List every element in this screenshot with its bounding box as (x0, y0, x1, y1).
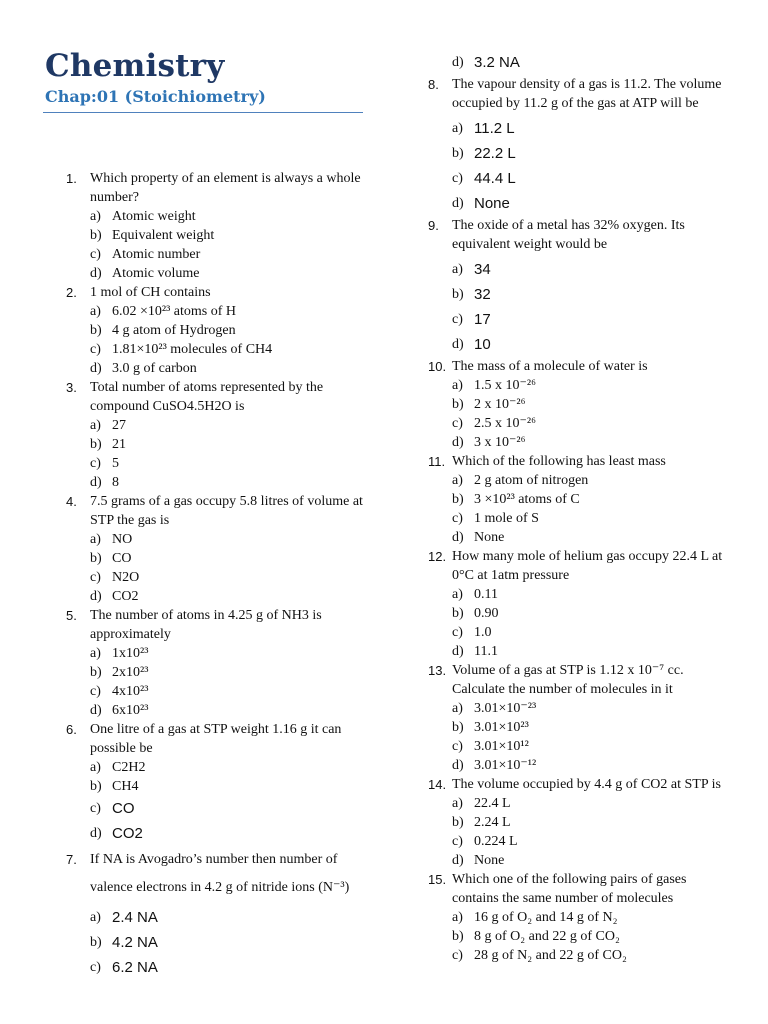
question-text: Which of the following has least mass (452, 454, 666, 469)
question-number: 15. (428, 872, 447, 887)
option-text: 17 (474, 311, 491, 328)
option-a (66, 644, 366, 663)
option-d (66, 701, 366, 720)
option-a (428, 908, 728, 927)
option-label: b) (452, 606, 464, 621)
option-a (66, 207, 366, 226)
question-15 (428, 870, 728, 965)
option-text: 3.01×10¹² (474, 739, 529, 754)
question-4 (66, 492, 366, 606)
option-b (428, 927, 728, 946)
question-number: 12. (428, 549, 447, 564)
option-c (428, 737, 728, 756)
option-d (66, 473, 366, 492)
question-12 (428, 547, 728, 661)
option-a (66, 416, 366, 435)
option-text: 4x10²³ (112, 684, 149, 699)
option-c (66, 682, 366, 701)
option-c (428, 623, 728, 642)
option-c (428, 307, 728, 332)
option-label: a) (452, 587, 463, 602)
option-label: d) (452, 644, 464, 659)
option-label: d) (452, 758, 464, 773)
option-label: b) (90, 551, 102, 566)
option-text: 0.90 (474, 606, 499, 621)
option-label: c) (452, 948, 463, 963)
title-divider (43, 112, 363, 113)
option-text: None (474, 195, 510, 212)
option-text: 3.01×10⁻¹² (474, 758, 537, 773)
option-text: 5 (112, 456, 119, 471)
question-text: The vapour density of a gas is 11.2. The volume occupied by 11.2 g of the gas at ATP will be (452, 77, 722, 111)
option-c (428, 832, 728, 851)
question-number: 7. (66, 852, 77, 867)
question-number: 11. (428, 454, 446, 469)
option-label: c) (90, 456, 101, 471)
option-text: 44.4 L (474, 170, 516, 187)
option-label: d) (452, 337, 464, 352)
option-label: d) (452, 55, 464, 70)
option-label: d) (90, 589, 102, 604)
question-number: 4. (66, 494, 77, 509)
question-14 (428, 775, 728, 870)
option-label: b) (90, 228, 102, 243)
option-d (66, 359, 366, 378)
option-text: 21 (112, 437, 126, 452)
option-c (66, 340, 366, 359)
question-text: If NA is Avogadro’s number then number of valence electrons in 4.2 g of nitride ions (N⁻³) (90, 852, 350, 895)
option-text: 8 (112, 475, 119, 490)
option-label: a) (452, 701, 463, 716)
question-number: 2. (66, 285, 77, 300)
option-d (428, 756, 728, 775)
option-d (428, 851, 728, 870)
question-text: Which property of an element is always a whole number? (90, 171, 361, 205)
option-text: Atomic volume (112, 266, 200, 281)
option-text: 0.224 L (474, 834, 518, 849)
option-label: a) (90, 418, 101, 433)
option-text: None (474, 853, 505, 868)
option-a (428, 471, 728, 490)
option-label: d) (452, 530, 464, 545)
option-label: b) (90, 779, 102, 794)
question-text: The volume occupied by 4.4 g of CO2 at STP is (452, 777, 721, 792)
option-text: CO (112, 551, 132, 566)
option-text: 3.2 NA (474, 54, 520, 71)
option-text: NO (112, 532, 133, 547)
page-title: Chemistry (45, 48, 225, 84)
option-a (428, 585, 728, 604)
option-c (66, 796, 366, 821)
option-b (428, 490, 728, 509)
option-label: b) (90, 323, 102, 338)
question-number: 5. (66, 608, 77, 623)
option-text: 2 g atom of nitrogen (474, 473, 589, 488)
option-text: 34 (474, 261, 491, 278)
question-number: 6. (66, 722, 77, 737)
option-text: 6.02 ×10²³ atoms of H (112, 304, 237, 319)
option-text: 32 (474, 286, 491, 303)
question-5 (66, 606, 366, 720)
option-text: CO2 (112, 589, 139, 604)
option-a (428, 794, 728, 813)
option-a (66, 302, 366, 321)
option-a (66, 758, 366, 777)
option-a (428, 257, 728, 282)
option-b (66, 321, 366, 340)
option-a (428, 116, 728, 141)
question-text: The mass of a molecule of water is (452, 359, 648, 374)
option-c (428, 166, 728, 191)
option-c (428, 509, 728, 528)
option-b (66, 663, 366, 682)
option-label: b) (452, 929, 464, 944)
option-text: 0.11 (474, 587, 498, 602)
option-text: 6x10²³ (112, 703, 149, 718)
option-label: b) (452, 492, 464, 507)
option-text: 28 g of N₂ and 22 g of CO₂ (474, 948, 627, 963)
option-text: 2x10²³ (112, 665, 149, 680)
chapter-subtitle: Chap:01 (Stoichiometry) (45, 87, 266, 106)
option-label: a) (90, 760, 101, 775)
option-label: b) (452, 815, 464, 830)
option-text: 3.01×10⁻²³ (474, 701, 537, 716)
option-label: c) (452, 834, 463, 849)
option-a (66, 530, 366, 549)
option-text: 2.4 NA (112, 909, 158, 926)
option-text: Atomic number (112, 247, 201, 262)
question-text: Volume of a gas at STP is 1.12 x 10⁻⁷ cc. Calculate the number of molecules in it (452, 663, 684, 697)
option-label: a) (452, 796, 463, 811)
option-a (428, 699, 728, 718)
option-label: a) (90, 646, 101, 661)
option-b (428, 141, 728, 166)
option-label: a) (452, 473, 463, 488)
option-text: Equivalent weight (112, 228, 215, 243)
option-label: c) (452, 416, 463, 431)
question-9 (428, 216, 728, 357)
option-b (66, 777, 366, 796)
option-label: a) (452, 262, 463, 277)
option-text: CO2 (112, 825, 143, 842)
option-label: d) (90, 361, 102, 376)
option-text: 27 (112, 418, 126, 433)
option-d (428, 528, 728, 547)
option-label: b) (90, 437, 102, 452)
option-d (428, 50, 728, 75)
option-label: d) (452, 196, 464, 211)
option-text: 6.2 NA (112, 959, 158, 976)
option-text: C2H2 (112, 760, 146, 775)
option-label: c) (452, 171, 463, 186)
question-11 (428, 452, 728, 547)
option-label: a) (90, 209, 101, 224)
option-d (428, 332, 728, 357)
option-label: d) (90, 826, 102, 841)
option-text: 4 g atom of Hydrogen (112, 323, 236, 338)
option-b (66, 435, 366, 454)
option-label: a) (452, 910, 463, 925)
question-text: One litre of a gas at STP weight 1.16 g it can possible be (90, 722, 342, 756)
option-label: c) (90, 684, 101, 699)
question-7 (66, 846, 366, 980)
option-text: 2.24 L (474, 815, 511, 830)
option-text: 8 g of O₂ and 22 g of CO₂ (474, 929, 620, 944)
option-text: N2O (112, 570, 140, 585)
option-label: a) (90, 304, 101, 319)
right-column (428, 50, 728, 965)
option-label: d) (452, 853, 464, 868)
question-number: 13. (428, 663, 447, 678)
option-b (428, 718, 728, 737)
question-13 (428, 661, 728, 775)
option-label: d) (90, 475, 102, 490)
option-label: a) (452, 121, 463, 136)
question-number: 14. (428, 777, 447, 792)
option-text: 2 x 10⁻²⁶ (474, 397, 526, 412)
option-text: CH4 (112, 779, 139, 794)
option-text: CO (112, 800, 135, 817)
option-text: 3.01×10²³ (474, 720, 529, 735)
option-text: None (474, 530, 505, 545)
option-label: d) (90, 266, 102, 281)
question-number: 10. (428, 359, 447, 374)
option-text: 1 mole of S (474, 511, 539, 526)
option-label: b) (452, 397, 464, 412)
question-text: How many mole of helium gas occupy 22.4 L at 0°C at 1atm pressure (452, 549, 723, 583)
option-text: 22.4 L (474, 796, 511, 811)
option-label: c) (90, 960, 101, 975)
question-2 (66, 283, 366, 378)
option-label: b) (452, 287, 464, 302)
option-label: c) (452, 511, 463, 526)
option-d (428, 433, 728, 452)
question-3 (66, 378, 366, 492)
option-text: 10 (474, 336, 491, 353)
option-b (428, 813, 728, 832)
option-text: 1.0 (474, 625, 492, 640)
option-label: b) (452, 720, 464, 735)
option-label: c) (90, 801, 101, 816)
option-b (66, 226, 366, 245)
option-text: 1.5 x 10⁻²⁶ (474, 378, 536, 393)
option-label: c) (452, 312, 463, 327)
option-d (66, 821, 366, 846)
option-label: b) (90, 935, 102, 950)
option-text: 16 g of O₂ and 14 g of N₂ (474, 910, 618, 925)
option-text: 3 x 10⁻²⁶ (474, 435, 526, 450)
option-d (428, 191, 728, 216)
option-a (66, 905, 366, 930)
option-label: a) (90, 910, 101, 925)
option-b (428, 395, 728, 414)
question-text: Total number of atoms represented by the compound CuSO4.5H2O is (90, 380, 324, 414)
option-label: c) (90, 247, 101, 262)
option-d (66, 264, 366, 283)
question-text: The oxide of a metal has 32% oxygen. Its equivalent weight would be (452, 218, 685, 252)
question-text: The number of atoms in 4.25 g of NH3 is approximately (90, 608, 322, 642)
option-text: 11.2 L (474, 120, 515, 137)
option-c (428, 946, 728, 965)
question-8 (428, 75, 728, 216)
question-number: 8. (428, 77, 439, 92)
option-label: a) (452, 378, 463, 393)
question-number: 3. (66, 380, 77, 395)
option-text: 1x10²³ (112, 646, 149, 661)
option-d (428, 642, 728, 661)
question-10 (428, 357, 728, 452)
option-c (66, 955, 366, 980)
option-label: c) (90, 570, 101, 585)
option-label: b) (452, 146, 464, 161)
option-label: b) (90, 665, 102, 680)
option-c (66, 568, 366, 587)
option-b (428, 282, 728, 307)
option-text: 3.0 g of carbon (112, 361, 197, 376)
question-6 (66, 720, 366, 846)
option-c (66, 245, 366, 264)
left-column (66, 169, 366, 980)
option-text: 22.2 L (474, 145, 516, 162)
option-c (66, 454, 366, 473)
question-text: Which one of the following pairs of gases contains the same number of molecules (452, 872, 687, 906)
option-label: c) (90, 342, 101, 357)
option-b (66, 930, 366, 955)
question-1 (66, 169, 366, 283)
option-text: 3 ×10²³ atoms of C (474, 492, 580, 507)
question-text: 1 mol of CH contains (90, 285, 211, 300)
option-text: 4.2 NA (112, 934, 158, 951)
option-text: 1.81×10²³ molecules of CH4 (112, 342, 273, 357)
option-label: d) (90, 703, 102, 718)
option-text: 2.5 x 10⁻²⁶ (474, 416, 536, 431)
option-label: d) (452, 435, 464, 450)
option-c (428, 414, 728, 433)
option-label: a) (90, 532, 101, 547)
option-b (428, 604, 728, 623)
option-b (66, 549, 366, 568)
question-number: 9. (428, 218, 439, 233)
option-text: Atomic weight (112, 209, 196, 224)
option-label: c) (452, 625, 463, 640)
question-text: 7.5 grams of a gas occupy 5.8 litres of volume at STP the gas is (90, 494, 363, 528)
option-a (428, 376, 728, 395)
option-text: 11.1 (474, 644, 498, 659)
question-number: 1. (66, 171, 77, 186)
option-label: c) (452, 739, 463, 754)
option-d (66, 587, 366, 606)
